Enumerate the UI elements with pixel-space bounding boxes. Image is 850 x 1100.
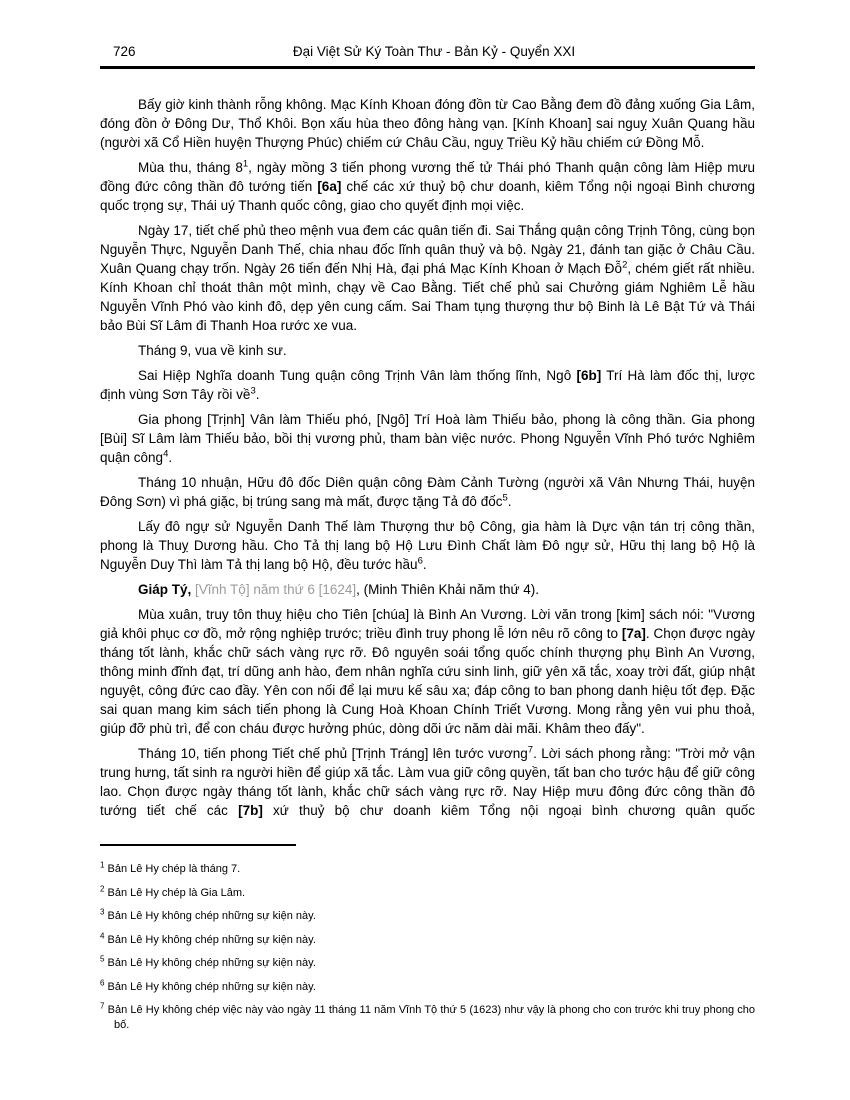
footnote-ref: 4	[163, 448, 169, 460]
text-segment: xứ thuỷ bộ chư doanh kiêm Tổng nội ngoại bình chương quân quốc	[262, 803, 755, 818]
header-rule	[100, 66, 755, 69]
footnote-number: 5	[100, 954, 105, 964]
bold-text: [6a]	[317, 179, 342, 194]
text-segment: Tháng 10, tiến phong Tiết chế phủ [Trịnh Tráng] lên tước vương	[138, 746, 528, 761]
bold-text: Giáp Tý,	[138, 582, 192, 597]
footnote: $^6$ Bản Lê Hy không chép những sự kiện này.	[100, 977, 316, 993]
text-segment: .	[255, 387, 260, 402]
paragraph	[100, 605, 755, 738]
text-segment: .	[507, 494, 512, 509]
body-paragraphs	[100, 95, 755, 820]
text-segment: Bấy giờ kinh thành rỗng không. Mạc Kính Khoan đóng đồn từ Cao Bằng đem đồ đảng xuống Gia Lâm, đóng đồn ở Đông Dư, Thổ Khôi. Bọn xấu hùa theo đông hàng vạn. [Kính Khoan] sai nguỵ Xuân Quang hầu (người xã Cổ Hiền huyện Thượng Phúc) chiếm cứ Châu Cầu, nguỵ Triều Kỷ hầu chiếm cứ Đồng Mỗ.	[100, 97, 755, 150]
text-segment: Mùa xuân, truy tôn thuỵ hiệu cho Tiên [chúa] là Bình An Vương. Lời văn trong [kim] sách nói: "Vương giả khôi phục cơ đồ, mở rộng nghiệp trước; triều đình truy phong lễ lớn nêu rõ công to	[100, 607, 755, 641]
text-segment: Ngày 17, tiết chế phủ theo mệnh vua đem các quân tiến đi. Sai Thắng quận công Trịnh Tông, cùng bọn Nguyễn Thực, Nguyễn Danh Thế, chia nhau đốc lĩnh quân thuỷ và bộ. Ngày 21, đánh tan giặc ở Châu Cầu. Xuân Quang chạy trốn. Ngày 26 tiến đến Nhị Hà, đại phá Mạc Kính Khoan ở Mạch Đỗ	[100, 223, 755, 276]
footnote: $^4$ Bản Lê Hy không chép những sự kiện này.	[100, 930, 316, 946]
footnote-ref: 2	[622, 259, 628, 271]
paragraph	[100, 158, 755, 215]
footnote-ref: 3	[250, 385, 256, 397]
footnote-number: 6	[100, 977, 105, 987]
text-segment: Gia phong [Trịnh] Vân làm Thiếu phó, [Ngô] Trí Hoà làm Thiếu bảo, phong là công thần. Gia phong [Bùi] Sĩ Lâm làm Thiếu bảo, bồi thị vương phủ, tham bàn việc nước. Phong Nguyễn Vĩnh Phó tước Nghiêm quận công	[100, 412, 755, 465]
footnote-ref: 1	[242, 158, 249, 170]
paragraph	[100, 221, 755, 335]
text-segment: chế các xứ thuỷ bộ chư doanh, kiêm Tổng nội ngoại Bình chương quốc trọng sự, Thái uý Thanh quốc công, giao cho quyết định mọi việc.	[100, 179, 756, 213]
bold-text: [7a]	[621, 626, 646, 641]
footnote: $^1$ Bản Lê Hy chép là tháng 7.	[100, 860, 241, 875]
page-header	[100, 44, 755, 59]
paragraph	[100, 580, 755, 599]
footnote: $^5$ Bản Lê Hy không chép những sự kiện này.	[100, 954, 316, 969]
footnote-ref: 6	[417, 555, 423, 567]
text-segment: .	[422, 557, 427, 572]
text-segment: . Lời sách phong rằng: "Trời mở vận trung hưng, tất sinh ra người hiền để giúp xã tắc. Làm vua giữ công quyền, tất ban cho tước hậu để giữ công lao. Chọn được ngày tháng tốt lành, khắc chữ sách vàng rực rỡ. Nay Hiệp mưu đông đức công thần đô tướng tiết chế các	[100, 746, 755, 818]
text-segment: , ngày mồng 3 tiến phong vương thế tử Thái phó Thanh quận công làm Hiệp mưu đồng đức công thần đô tướng tiến	[100, 160, 755, 194]
page-number: 726	[113, 44, 136, 59]
text-segment: , (Minh Thiên Khải năm thứ 4).	[356, 582, 540, 597]
footnote: $^3$ Bản Lê Hy không chép những sự kiện này.	[100, 907, 316, 922]
paragraph	[100, 95, 755, 152]
text-segment: Lấy đô ngự sử Nguyễn Danh Thế làm Thượng thư bộ Công, gia hàm là Dực vận tán trị công thần, phong là Thuỵ Dương hầu. Cho Tả thị lang bộ Hộ Lưu Đình Chất làm Đô ngự sử, Hữu thị lang bộ Hộ là Nguyễn Duy Thì làm Tả thị lang bộ Hộ, đều tước hầu	[100, 519, 755, 572]
footnote-number: 4	[100, 930, 105, 940]
text-segment: Sai Hiệp Nghĩa doanh Tung quận công Trịnh Vân làm thống lĩnh, Ngô	[138, 368, 577, 383]
footnotes-list	[100, 862, 755, 1032]
paragraph	[100, 744, 755, 820]
text-segment: Mùa thu, tháng 8	[138, 160, 243, 175]
text-segment: Trí Hà làm đốc thị, lược định vùng Sơn Tây rồi về	[100, 368, 755, 402]
footnote-number: 7	[100, 1001, 105, 1011]
text-segment: . Chọn được ngày tháng tốt lành, khắc chữ sách vàng rực rỡ. Đô nguyên soái tổng quốc chính thượng phụ Bình An Vương, thông minh đĩnh đạt, trí dũng anh hào, đem nhân nghĩa cứu sinh linh, giữ yên xã tắc, xoay trời đất, giúp nhật nguyệt, công đức cao đầy. Yên con nối để lại mưu kế sâu xa; đáp công to ban phong danh hiệu tốt đẹp. Đặc sai quan mang kim sách tiến phong là Cung Hoà Khoan Chính Triết Vương. Mong rằng yên vui phu thoả, giúp đỡ phù trì, để con cháu được hưởng phúc, dòng dõi ức năm dài mãi. Khâm theo đấy".	[100, 626, 755, 736]
text-segment: .	[168, 450, 173, 465]
text-segment: , chém giết rất nhiều. Kính Khoan chỉ thoát thân một mình, chạy về Cao Bằng. Tiết chế phủ sai Chưởng giám Nghiêm Lễ hầu Nguyễn Vĩnh Phó vào kinh đô, dẹp yên cung cấm. Sai Tham tụng thượng thư bộ Binh là Lê Bật Tứ và Thái bảo Bùi Sĩ Lâm đi Thanh Hoa rước xe vua.	[100, 261, 755, 333]
paragraph	[100, 517, 755, 574]
bold-text: [6b]	[576, 368, 602, 383]
footnote: $^7$ Bản Lê Hy không chép việc này vào ngày 11 tháng 11 năm Vĩnh Tộ thứ 5 (1623) như vậy là phong cho con trước khi truy phong cho bố.	[100, 1001, 755, 1031]
paragraph	[100, 341, 755, 360]
footnote: $^2$ Bản Lê Hy chép là Gia Lâm.	[100, 883, 246, 899]
paragraph	[100, 473, 755, 511]
footnote-number: 3	[100, 907, 105, 917]
footnote-number: 2	[100, 883, 105, 893]
running-title: Đại Việt Sử Ký Toàn Thư - Bản Kỷ - Quyển XXI	[292, 44, 576, 59]
footnote-ref: 5	[502, 492, 508, 504]
footnote-number: 1	[100, 860, 105, 870]
bold-text: [7b]	[238, 803, 263, 818]
paragraph	[100, 366, 755, 404]
footnote-ref: 7	[527, 744, 534, 756]
muted-text: [Vĩnh Tộ] năm thứ 6 [1624]	[195, 582, 357, 597]
text-segment: Tháng 9, vua về kinh sư.	[138, 343, 287, 358]
text-segment: Tháng 10 nhuận, Hữu đô đốc Diên quận công Đàm Cảnh Tường (người xã Vân Nhưng Thái, huyện Đông Sơn) vì phá giặc, bị trúng sang mà mất, được tặng Tả đô đốc	[100, 475, 755, 509]
paragraph	[100, 410, 755, 467]
footnote-separator	[100, 844, 296, 846]
